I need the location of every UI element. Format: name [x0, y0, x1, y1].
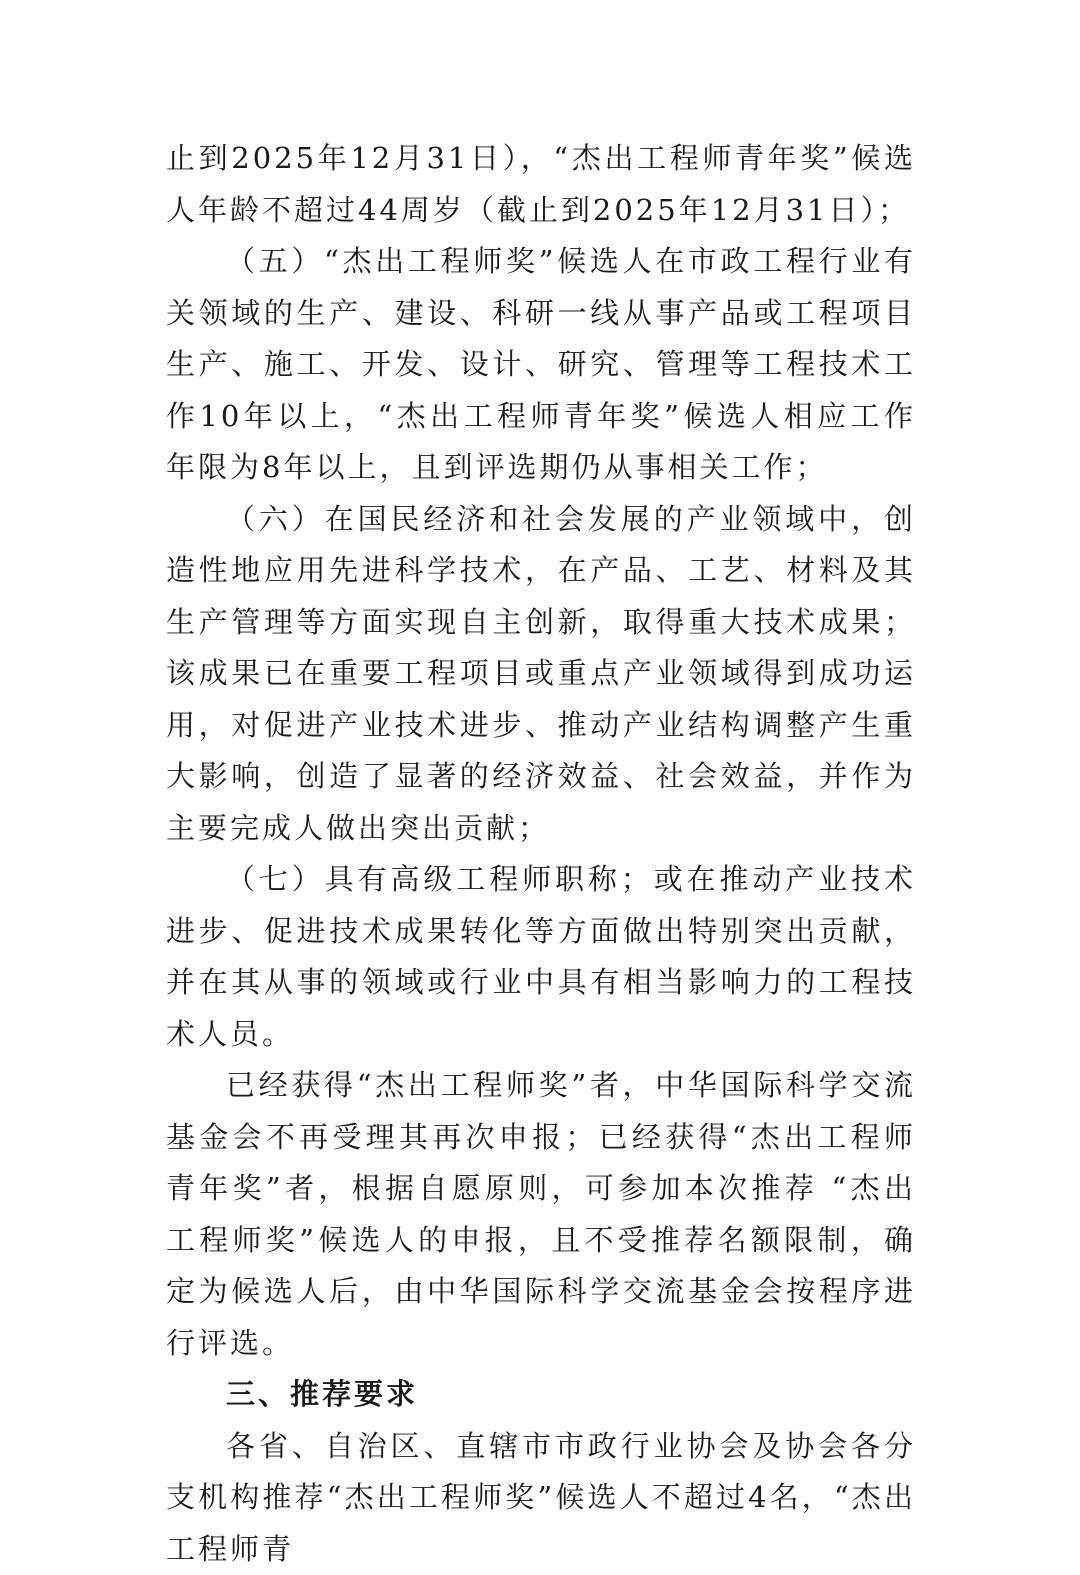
- paragraph-item-5: （五）“杰出工程师奖”候选人在市政工程行业有关领域的生产、建设、科研一线从事产品或工程项目生产、施工、开发、设计、研究、管理等工程技术工作10年以上，“杰出工程师青年奖”候选人相应工作年限为8年以上，且到评选期仍从事相关工作；: [166, 236, 916, 494]
- paragraph-recommendation-quota: 各省、自治区、直辖市市政行业协会及协会各分支机构推荐“杰出工程师奖”候选人不超过4名，“杰出工程师青: [166, 1421, 916, 1575]
- document-body: [166, 133, 916, 1575]
- section-heading-recommendation-requirements: 三、推荐要求: [166, 1369, 916, 1421]
- paragraph-age-limit-continuation: 止到2025年12月31日），“杰出工程师青年奖”候选人年龄不超过44周岁（截止到2025年12月31日）；: [166, 133, 916, 236]
- paragraph-item-6: （六）在国民经济和社会发展的产业领域中，创造性地应用先进科学技术，在产品、工艺、材料及其生产管理等方面实现自主创新，取得重大技术成果；该成果已在重要工程项目或重点产业领域得到成功运用，对促进产业技术进步、推动产业结构调整产生重大影响，创造了显著的经济效益、社会效益，并作为主要完成人做出突出贡献；: [166, 494, 916, 855]
- paragraph-item-7: （七）具有高级工程师职称；或在推动产业技术进步、促进技术成果转化等方面做出特别突出贡献，并在其从事的领域或行业中具有相当影响力的工程技术人员。: [166, 854, 916, 1060]
- paragraph-previous-awardees: 已经获得“杰出工程师奖”者，中华国际科学交流基金会不再受理其再次申报；已经获得“杰出工程师青年奖”者，根据自愿原则，可参加本次推荐 “杰出工程师奖”候选人的申报，且不受推荐名额限制，确定为候选人后，由中华国际科学交流基金会按程序进行评选。: [166, 1060, 916, 1369]
